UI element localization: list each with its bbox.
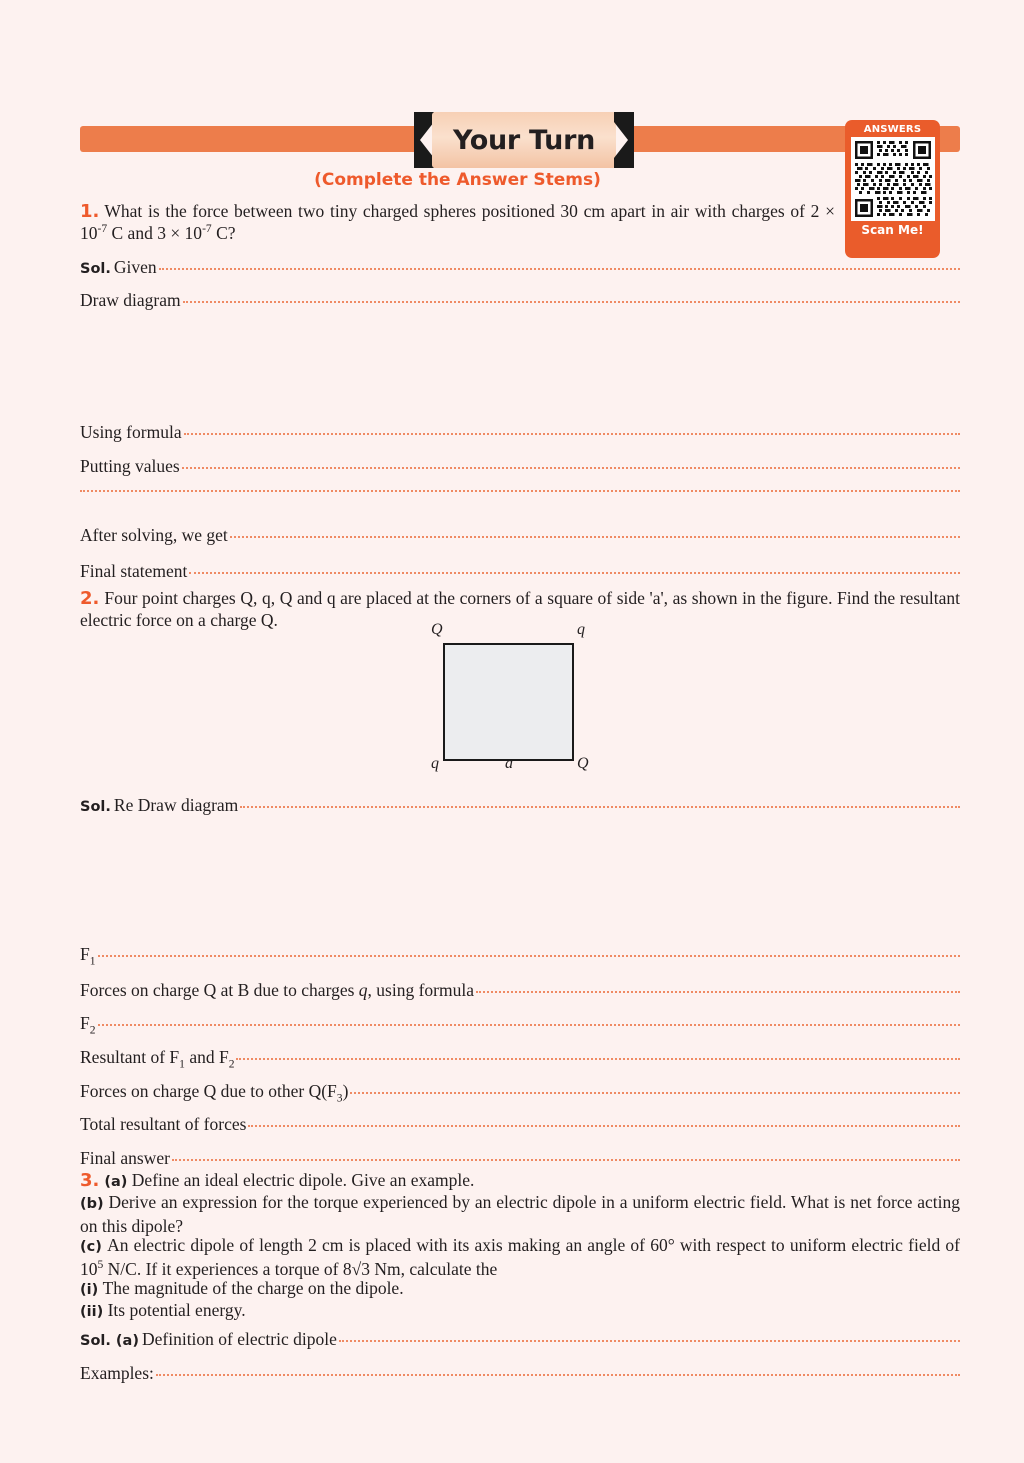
question-3-part-ii — [80, 1300, 960, 1324]
question-1-body-a: What is the force between two tiny charged spheres positioned 30 cm apart in air with charges of 2 × 10 — [80, 201, 835, 243]
f1-subscript: 1 — [89, 955, 96, 968]
page-title: Your Turn — [452, 124, 596, 156]
dotted-rule[interactable] — [236, 1057, 960, 1060]
answer-line-using-formula[interactable] — [80, 422, 960, 444]
part-text-i: The magnitude of the charge on the dipole. — [102, 1278, 404, 1298]
answer-line-resultant-f1-f2[interactable] — [80, 1047, 960, 1069]
part-label-c: (c) — [80, 1239, 102, 1255]
answer-line-label: Draw diagram — [80, 290, 181, 310]
question-3-part-a — [80, 1170, 960, 1194]
answer-line-draw-diagram[interactable] — [80, 290, 960, 312]
square-charge-figure — [431, 621, 589, 772]
dotted-rule[interactable] — [476, 990, 960, 993]
dotted-rule[interactable] — [183, 300, 960, 303]
dotted-rule[interactable] — [98, 954, 960, 957]
answer-line-label: Resultant of $F_1$ and $F_2$ — [80, 1047, 235, 1071]
part-text-c-b: N/C. If it experiences a torque of 8√3 Nm, calculate the — [103, 1258, 498, 1279]
dotted-rule[interactable] — [184, 432, 960, 435]
question-1-number: 1. — [80, 201, 100, 222]
answer-line-label: Definition of electric dipole — [141, 1329, 337, 1349]
answers-qr-badge[interactable] — [845, 120, 940, 258]
answer-line-total-resultant[interactable] — [80, 1114, 960, 1136]
ribbon-notch-right-icon — [614, 112, 634, 168]
question-1-sup-1: -7 — [97, 222, 108, 235]
answer-line-label: After solving, we get — [80, 525, 228, 545]
question-1-sup-2: -7 — [202, 222, 212, 235]
question-3-part-i — [80, 1278, 960, 1302]
part-text-ii: Its potential energy. — [107, 1300, 246, 1320]
answer-line-f2[interactable] — [80, 1013, 960, 1035]
answer-line-label: Total resultant of forces — [80, 1114, 247, 1134]
question-1-body-c: C? — [211, 222, 236, 243]
dotted-rule[interactable] — [339, 1339, 960, 1342]
ribbon-notch-left-icon — [414, 112, 434, 168]
dotted-rule[interactable] — [189, 571, 960, 574]
part-label-b: (b) — [80, 1196, 104, 1212]
page-subtitle: (Complete the Answer Stems) — [314, 170, 601, 190]
part-label-i: (i) — [80, 1282, 99, 1298]
answer-line-label: $F_1$ — [80, 944, 96, 968]
ribbon — [414, 112, 634, 168]
answer-line-final-statement[interactable] — [80, 561, 960, 583]
part-text-b: Derive an expression for the torque experienced by an electric dipole in a uniform electric field. What is net force acting on this dipole? — [80, 1192, 960, 1236]
square-shape — [443, 643, 574, 761]
dotted-rule[interactable] — [159, 267, 960, 270]
dotted-rule[interactable] — [230, 535, 960, 538]
f2-subscript: 2 — [89, 1024, 96, 1037]
question-2-body: Four point charges Q, q, Q and q are placed at the corners of a square of side 'a', as shown in the figure. Find the resultant electric force on a charge Q. — [80, 588, 960, 630]
dotted-rule[interactable] — [182, 466, 960, 469]
answer-line-given[interactable] — [80, 257, 960, 279]
question-1-text — [80, 201, 835, 244]
question-3-part-b — [80, 1192, 960, 1237]
answer-line-blank[interactable] — [80, 492, 960, 514]
figure-label-side: a — [505, 755, 513, 772]
answer-line-label: Examples: — [80, 1363, 154, 1383]
answer-line-label: Forces on charge Q due to other $Q(F_3)$ — [80, 1081, 349, 1105]
dotted-rule[interactable] — [350, 1091, 960, 1094]
question-3-part-c — [80, 1235, 960, 1280]
sol-label-1: Sol. — [80, 261, 111, 277]
dotted-rule[interactable] — [80, 489, 960, 492]
question-1-body-b: C and 3 × 10 — [107, 222, 203, 243]
figure-label-bottom-right: Q — [577, 755, 589, 772]
part-label-ii: (ii) — [80, 1304, 104, 1320]
answer-line-label: Using formula — [80, 422, 182, 442]
part-text-a: Define an ideal electric dipole. Give an example. — [131, 1170, 475, 1190]
answer-line-label: Forces on charge Q at B due to charges q, using formula — [80, 980, 474, 1000]
dotted-rule[interactable] — [172, 1158, 960, 1161]
answer-line-re-draw-diagram[interactable] — [80, 795, 960, 817]
ribbon-panel — [432, 112, 616, 168]
answer-line-after-solving[interactable] — [80, 525, 960, 547]
qr-badge-scan-label: Scan Me! — [861, 223, 924, 237]
question-2-text — [80, 588, 960, 631]
your-turn-banner — [80, 112, 960, 168]
part-c-sup: 5 — [97, 1258, 104, 1271]
answer-line-definition-dipole[interactable] — [80, 1329, 960, 1351]
answer-line-label: Given — [113, 257, 157, 277]
sol-label-3: Sol. (a) — [80, 1333, 139, 1349]
part-text-c-a: An electric dipole of length 2 cm is placed with its axis making an angle of 60° with respect to uniform electric field of 10 — [80, 1235, 960, 1279]
part-label-a: (a) — [104, 1174, 128, 1190]
answer-line-final-answer[interactable] — [80, 1148, 960, 1170]
figure-label-top-left: Q — [431, 621, 443, 638]
answer-line-label: Putting values — [80, 456, 180, 476]
dotted-rule[interactable] — [156, 1373, 960, 1376]
qr-code-icon — [851, 137, 935, 221]
dotted-rule[interactable] — [98, 1023, 960, 1026]
answer-line-label: Final statement — [80, 561, 188, 581]
question-2-number: 2. — [80, 588, 100, 609]
dotted-rule[interactable] — [240, 805, 960, 808]
answer-line-forces-at-b[interactable] — [80, 980, 960, 1002]
answer-line-forces-other-q[interactable] — [80, 1081, 960, 1103]
figure-label-bottom-left: q — [431, 755, 439, 772]
sol-label-2: Sol. — [80, 799, 111, 815]
answer-line-label: Final answer — [80, 1148, 170, 1168]
answer-line-putting-values[interactable] — [80, 456, 960, 478]
question-3-number: 3. — [80, 1170, 100, 1191]
answer-line-label: Re Draw diagram — [113, 795, 239, 815]
answer-line-examples[interactable] — [80, 1363, 960, 1385]
banner-bar-left — [80, 126, 420, 152]
dotted-rule[interactable] — [248, 1124, 960, 1127]
answer-line-label: $F_2$ — [80, 1013, 96, 1037]
qr-badge-top-label: ANSWERS — [863, 124, 922, 135]
answer-line-f1[interactable] — [80, 944, 960, 966]
figure-label-top-right: q — [577, 621, 585, 638]
